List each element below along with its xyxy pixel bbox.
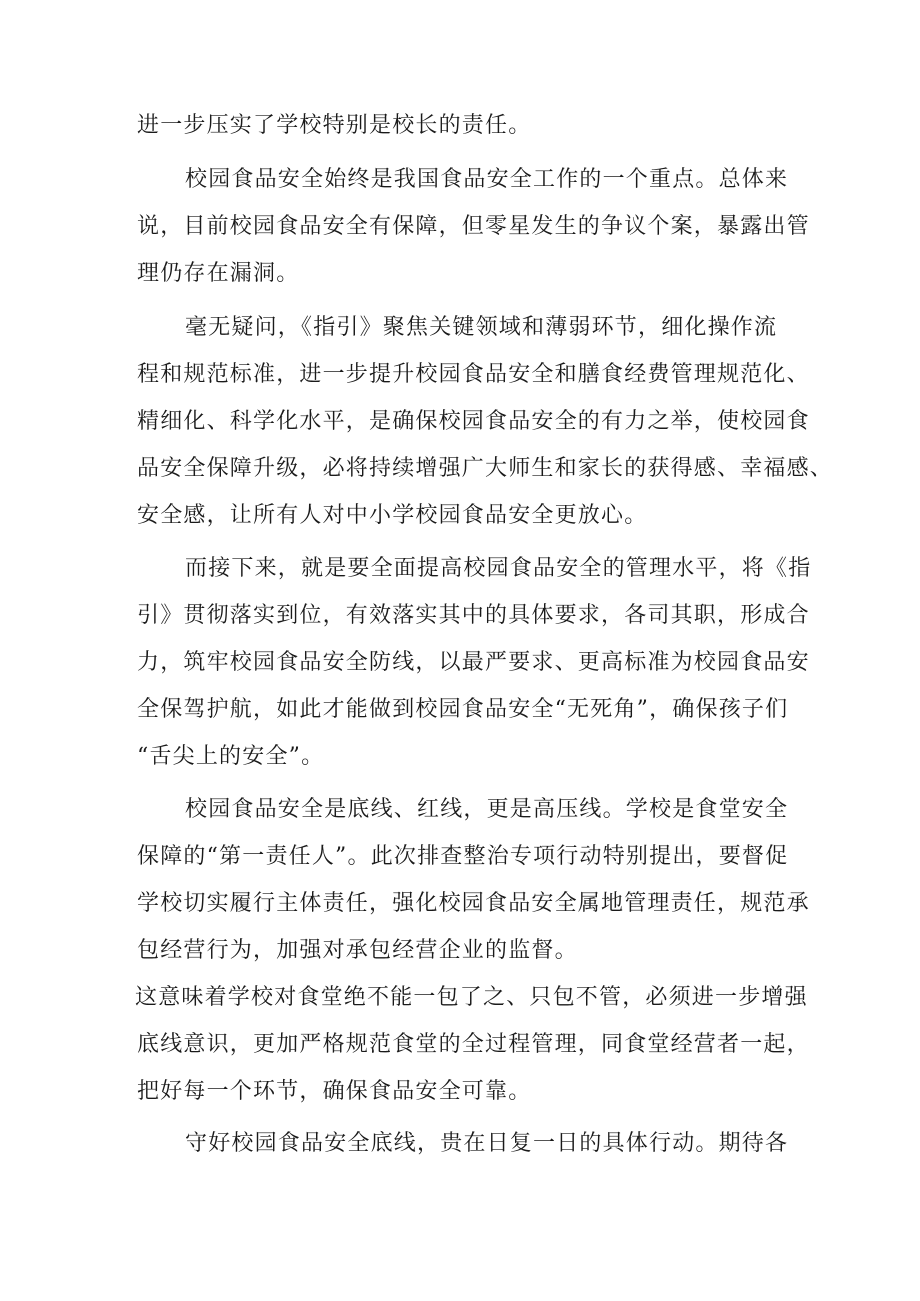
text-line: 进一步压实了学校特别是校长的责任。 bbox=[137, 113, 532, 138]
paragraph-first-line: 校园食品安全是底线、红线，更是高压线。学校是食堂安全 bbox=[185, 797, 789, 822]
text-line: 包经营行为，加强对承包经营企业的监督。 bbox=[137, 938, 578, 963]
paragraph-first-line: 毫无疑问，《指引》聚焦关键领域和薄弱环节，细化操作流 bbox=[185, 315, 778, 340]
text-line: 理仍存在漏洞。 bbox=[137, 261, 300, 286]
paragraph-first-line: 守好校园食品安全底线，贵在日复一日的具体行动。期待各 bbox=[185, 1131, 789, 1156]
text-line: 把好每一个环节，确保食品安全可靠。 bbox=[137, 1079, 532, 1104]
paragraph-first-line: 校园食品安全始终是我国食品安全工作的一个重点。总体来 bbox=[185, 167, 789, 192]
paragraph-first-line: 这意味着学校对食堂绝不能一包了之、只包不管，必须进一步增强 bbox=[135, 985, 808, 1010]
paragraph-first-line: 而接下来，就是要全面提高校园食品安全的管理水平，将《指 bbox=[185, 556, 812, 581]
text-line: 精细化、科学化水平，是确保校园食品安全的有力之举，使校园食 bbox=[137, 409, 810, 434]
text-line: “舌尖上的安全”。 bbox=[137, 744, 325, 769]
text-line: 说，目前校园食品安全有保障，但零星发生的争议个案，暴露出管 bbox=[137, 214, 810, 239]
text-line: 引》贯彻落实到位，有效落实其中的具体要求，各司其职，形成合 bbox=[137, 603, 810, 628]
text-line: 程和规范标准，进一步提升校园食品安全和膳食经费管理规范化、 bbox=[137, 362, 810, 387]
text-line: 力，筑牢校园食品安全防线，以最严要求、更高标准为校园食品安 bbox=[137, 650, 810, 675]
text-line: 品安全保障升级，必将持续增强广大师生和家长的获得感、幸福感、 bbox=[137, 456, 834, 481]
text-line: 全保驾护航，如此才能做到校园食品安全“无死角”，确保孩子们 bbox=[137, 697, 789, 722]
text-line: 保障的“第一责任人”。此次排查整治专项行动特别提出，要督促 bbox=[137, 844, 789, 869]
text-line: 底线意识，更加严格规范食堂的全过程管理，同食堂经营者一起， bbox=[137, 1032, 810, 1057]
text-line: 安全感，让所有人对中小学校园食品安全更放心。 bbox=[137, 503, 648, 528]
text-line: 学校切实履行主体责任，强化校园食品安全属地管理责任，规范承 bbox=[137, 891, 810, 916]
